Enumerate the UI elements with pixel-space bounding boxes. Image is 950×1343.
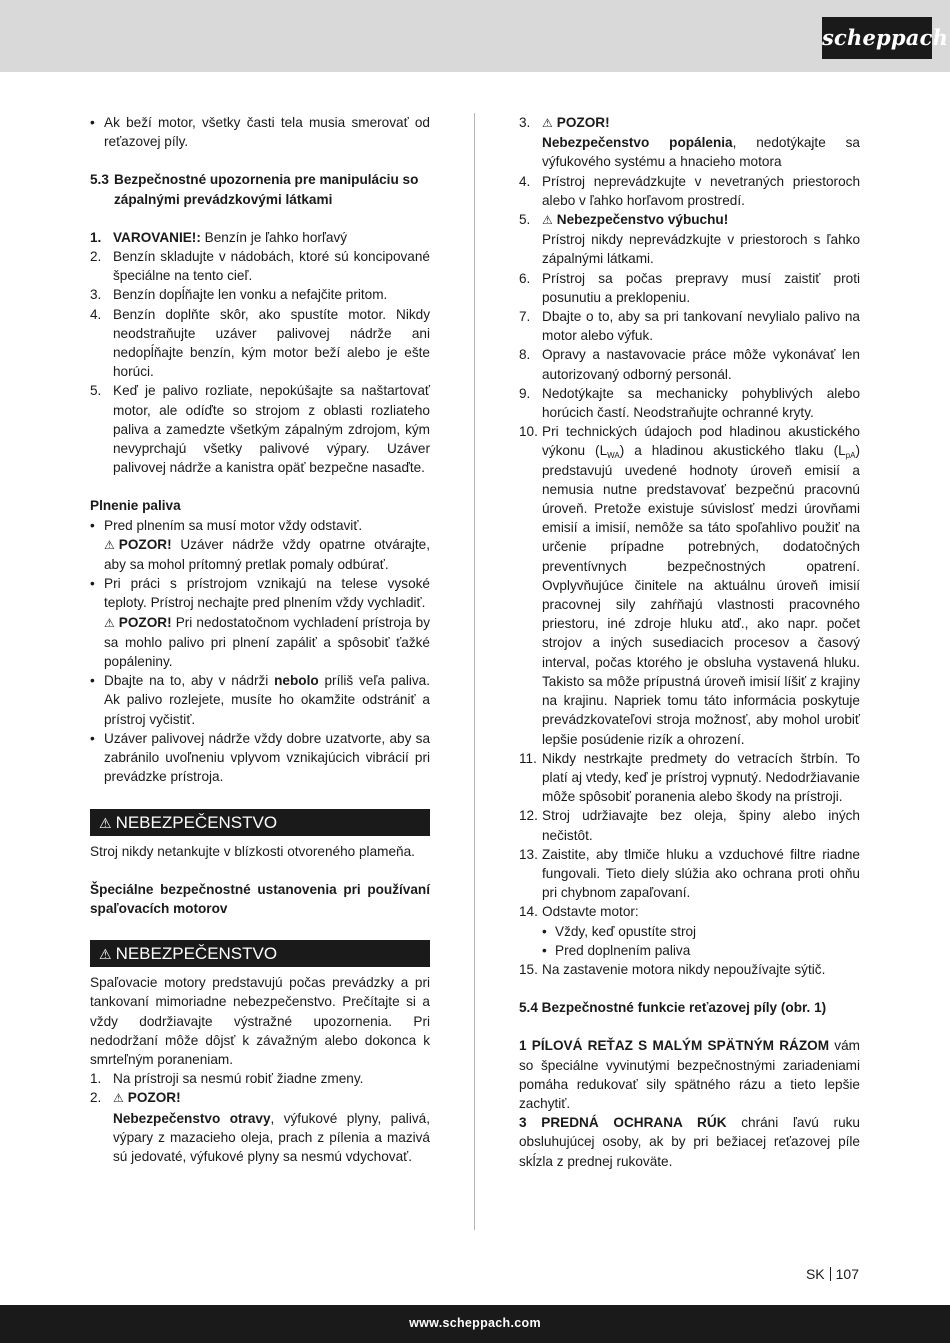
warning-triangle-icon: ⚠ <box>542 213 553 228</box>
list-item: 14. Odstavte motor: • Vždy, keď opustíte stroj • Pred doplnením paliva <box>519 902 860 960</box>
list-item: 3. ⚠ POZOR! Nebezpečenstvo popálenia, nedotýkajte sa výfukového systému a hnacieho motora <box>519 115 860 170</box>
subheading: Špeciálne bezpečnostné ustanovenia pri používaní spaľovacích motorov <box>90 881 430 916</box>
footer-url[interactable]: www.scheppach.com <box>409 1316 541 1330</box>
warning-triangle-icon: ⚠ <box>99 814 112 831</box>
header-bar <box>0 0 950 72</box>
list-item: 5. ⚠ Nebezpečenstvo výbuchu! Prístroj nikdy neprevádzkujte v priestoroch s ľahko zápalnými látkami. <box>519 212 860 267</box>
section-heading: 5.4 Bezpečnostné funkcie reťazovej píly (obr. 1) <box>519 1000 827 1016</box>
warning-triangle-icon: ⚠ <box>542 116 553 130</box>
scheppach-logo: scheppach <box>822 17 932 59</box>
list-item: 11. Nikdy nestrkajte predmety do vetracích štrbín. To platí aj vtedy, keď je prístroj vypnutý. Nedodržiavanie môže spôsobiť poranenia alebo škody na prístroji. <box>519 750 860 805</box>
list-item: 1. VAROVANIE!: Benzín je ľahko horľavý <box>90 229 348 245</box>
list-item: 10. Pri technických údajoch pod hladinou akustického výkonu $(L_{WA})$ a hladinou akustického tlaku $(L_{pA})$ predstavujú uvedené hodnoty úroveň emisií a nemusia nutne predstavovať bezpečnú pracovnú úroveň. Pretože existuje súvislosť medzi úrovňami emisií a imisií, nemôže sa táto spoľahlivo použiť na určenie prípadne potrebných, dodatočných preventívnych bezpečnostných opatrení. Ovplyvňujúce činitele na aktuálnu úroveň imisií pracovnej sily zahŕňajú vlastnosti pracovného priestoru, iné zdroje hluku atď., ako napr. počet strojov a iných susediacich procesov a časový interval, počas ktorého je obsluha vystavená hluku. Takisto sa môže prípustná úroveň imisií líšiť z krajiny na krajinu. Napriek tomu táto informácia poskytuje prevádzkovateľovi stroja možnosť, aby mohol urobiť lepšie posúdenie rizík a ohrození. <box>519 424 860 747</box>
warning-triangle-icon: ⚠ <box>104 615 115 630</box>
paragraph: 1 PÍLOVÁ REŤAZ S MALÝM SPÄTNÝM RÁZOM vám so špeciálne vyvinutými bezpečnostnými zariadeniami pomáha redukovať sily spätného rázu a tieto lepšie zachytiť. <box>519 1038 860 1111</box>
list-item: 6. Prístroj sa počas prepravy musí zaistiť proti posunutiu a preklopeniu. <box>519 270 860 305</box>
list-item: 15. Na zastavenie motora nikdy nepoužívajte sýtič. <box>519 961 826 977</box>
list-item: 2. ⚠ POZOR! Nebezpečenstvo otravy, výfukové plyny, palivá, výpary z mazacieho oleja, prach z pílenia a mazivá sú jedovaté, výfukové plyny sa nesmú vdychovať. <box>90 1090 430 1164</box>
list-item: 13. Zaistite, aby tlmiče hluku a vzduchové filtre riadne fungovali. Tieto diely slúžia ako ochrana proti ohňu pri chybnom zapaľovaní. <box>519 846 860 901</box>
list-item: 5. Keď je palivo rozliate, nepokúšajte sa naštartovať motor, ale odíďte so strojom z oblasti rozliateho paliva a zamedzte všetkým zápalným zdrojom, kým nevyprchajú všetky palivové výpary. Uzáver palivovej nádrže a kanistra opäť bezpečne nasaďte. <box>90 383 430 476</box>
list-item: • Uzáver palivovej nádrže vždy dobre uzatvorte, aby sa zabránilo uvoľneniu vplyvom vznikajúcich vibrácií pri prevádzke prístroja. <box>90 729 430 787</box>
list-item: 1. Na prístroji sa nesmú robiť žiadne zmeny. <box>90 1071 364 1087</box>
list-item: 9. Nedotýkajte sa mechanicky pohyblivých alebo horúcich častí. Neodstraňujte ochranné kryty. <box>519 385 860 421</box>
list-item: 4. Benzín doplňte skôr, ako spustíte motor. Nikdy neodstraňujte uzáver palivovej nádrže ani nedopĺňajte benzín, kým motor beží alebo je ešte horúci. <box>90 306 430 380</box>
list-item: • Pred plnením sa musí motor vždy odstaviť. ⚠ POZOR! Uzáver nádrže vždy opatrne otvárajte, aby sa mohol prítomný pretlak pomaly odbúrať. <box>90 516 430 575</box>
sub-list-item: • Vždy, keď opustíte stroj <box>542 922 860 941</box>
paragraph: 3 PREDNÁ OCHRANA RÚK chráni ľavú ruku obsluhujúcej osoby, ak by pri bežiacej reťazovej píle skĺzla z prednej rukoväte. <box>519 1115 860 1169</box>
list-item: 7. Dbajte o to, aby sa pri tankovaní nevylialo palivo na motor alebo výfuk. <box>519 309 860 344</box>
sub-list-item: • Pred doplnením paliva <box>542 941 860 960</box>
danger-banner: ⚠ NEBEZPEČENSTVO <box>90 940 430 967</box>
warning-triangle-icon: ⚠ <box>99 946 112 963</box>
list-item: • Dbajte na to, aby v nádrži nebolo príliš veľa paliva. Ak palivo rozlejete, musíte ho okamžite odstrániť a prístroj vyčistiť. <box>90 671 430 729</box>
list-item: 4. Prístroj neprevádzkujte v nevetraných priestoroch alebo v ľahko horľavom prostredí. <box>519 173 860 208</box>
list-item: 3. Benzín dopĺňajte len vonku a nefajčite pritom. <box>90 287 388 303</box>
list-item: 2. Benzín skladujte v nádobách, ktoré sú koncipované špeciálne na tento cieľ. <box>90 249 430 284</box>
paragraph: Stroj nikdy netankujte v blízkosti otvoreného plameňa. <box>90 843 415 859</box>
column-divider <box>474 113 475 1230</box>
paragraph: Spaľovacie motory predstavujú počas prevádzky a pri tankovaní mimoriadne nebezpečenstvo. Prečítajte si a vždy dodržiavajte výstražné upozornenia. Pri nedodržaní môže dôjsť k závažným alebo dokonca k smrteľným poraneniam. <box>90 975 430 1067</box>
right-column <box>519 113 860 1171</box>
list-item: 12. Stroj udržiavajte bez oleja, špiny alebo iných nečistôt. <box>519 808 860 843</box>
danger-banner: ⚠ NEBEZPEČENSTVO <box>90 809 430 836</box>
footer-bar <box>0 1305 950 1343</box>
subheading: Plnenie paliva <box>90 498 181 514</box>
list-item: • Ak beží motor, všetky časti tela musia smerovať od reťazovej píly. <box>90 113 430 151</box>
list-item: 8. Opravy a nastavovacie práce môže vykonávať len autorizovaný odborný personál. <box>519 347 860 382</box>
page-number: SK 107 <box>805 1266 859 1282</box>
warning-triangle-icon: ⚠ <box>113 1091 124 1106</box>
left-column <box>90 113 430 1166</box>
list-item: • Pri práci s prístrojom vznikajú na telese vysoké teploty. Prístroj nechajte pred plnením vždy vychladiť. ⚠ POZOR! Pri nedostatočnom vychladení prístroja by sa mohlo palivo pri plnení zapáliť a spôsobiť ťažké popáleniny. <box>90 574 430 671</box>
section-heading: 5.3 Bezpečnostné upozornenia pre manipuláciu so zápalnými prevádzkovými látkami <box>90 172 419 207</box>
warning-triangle-icon: ⚠ <box>104 537 115 552</box>
